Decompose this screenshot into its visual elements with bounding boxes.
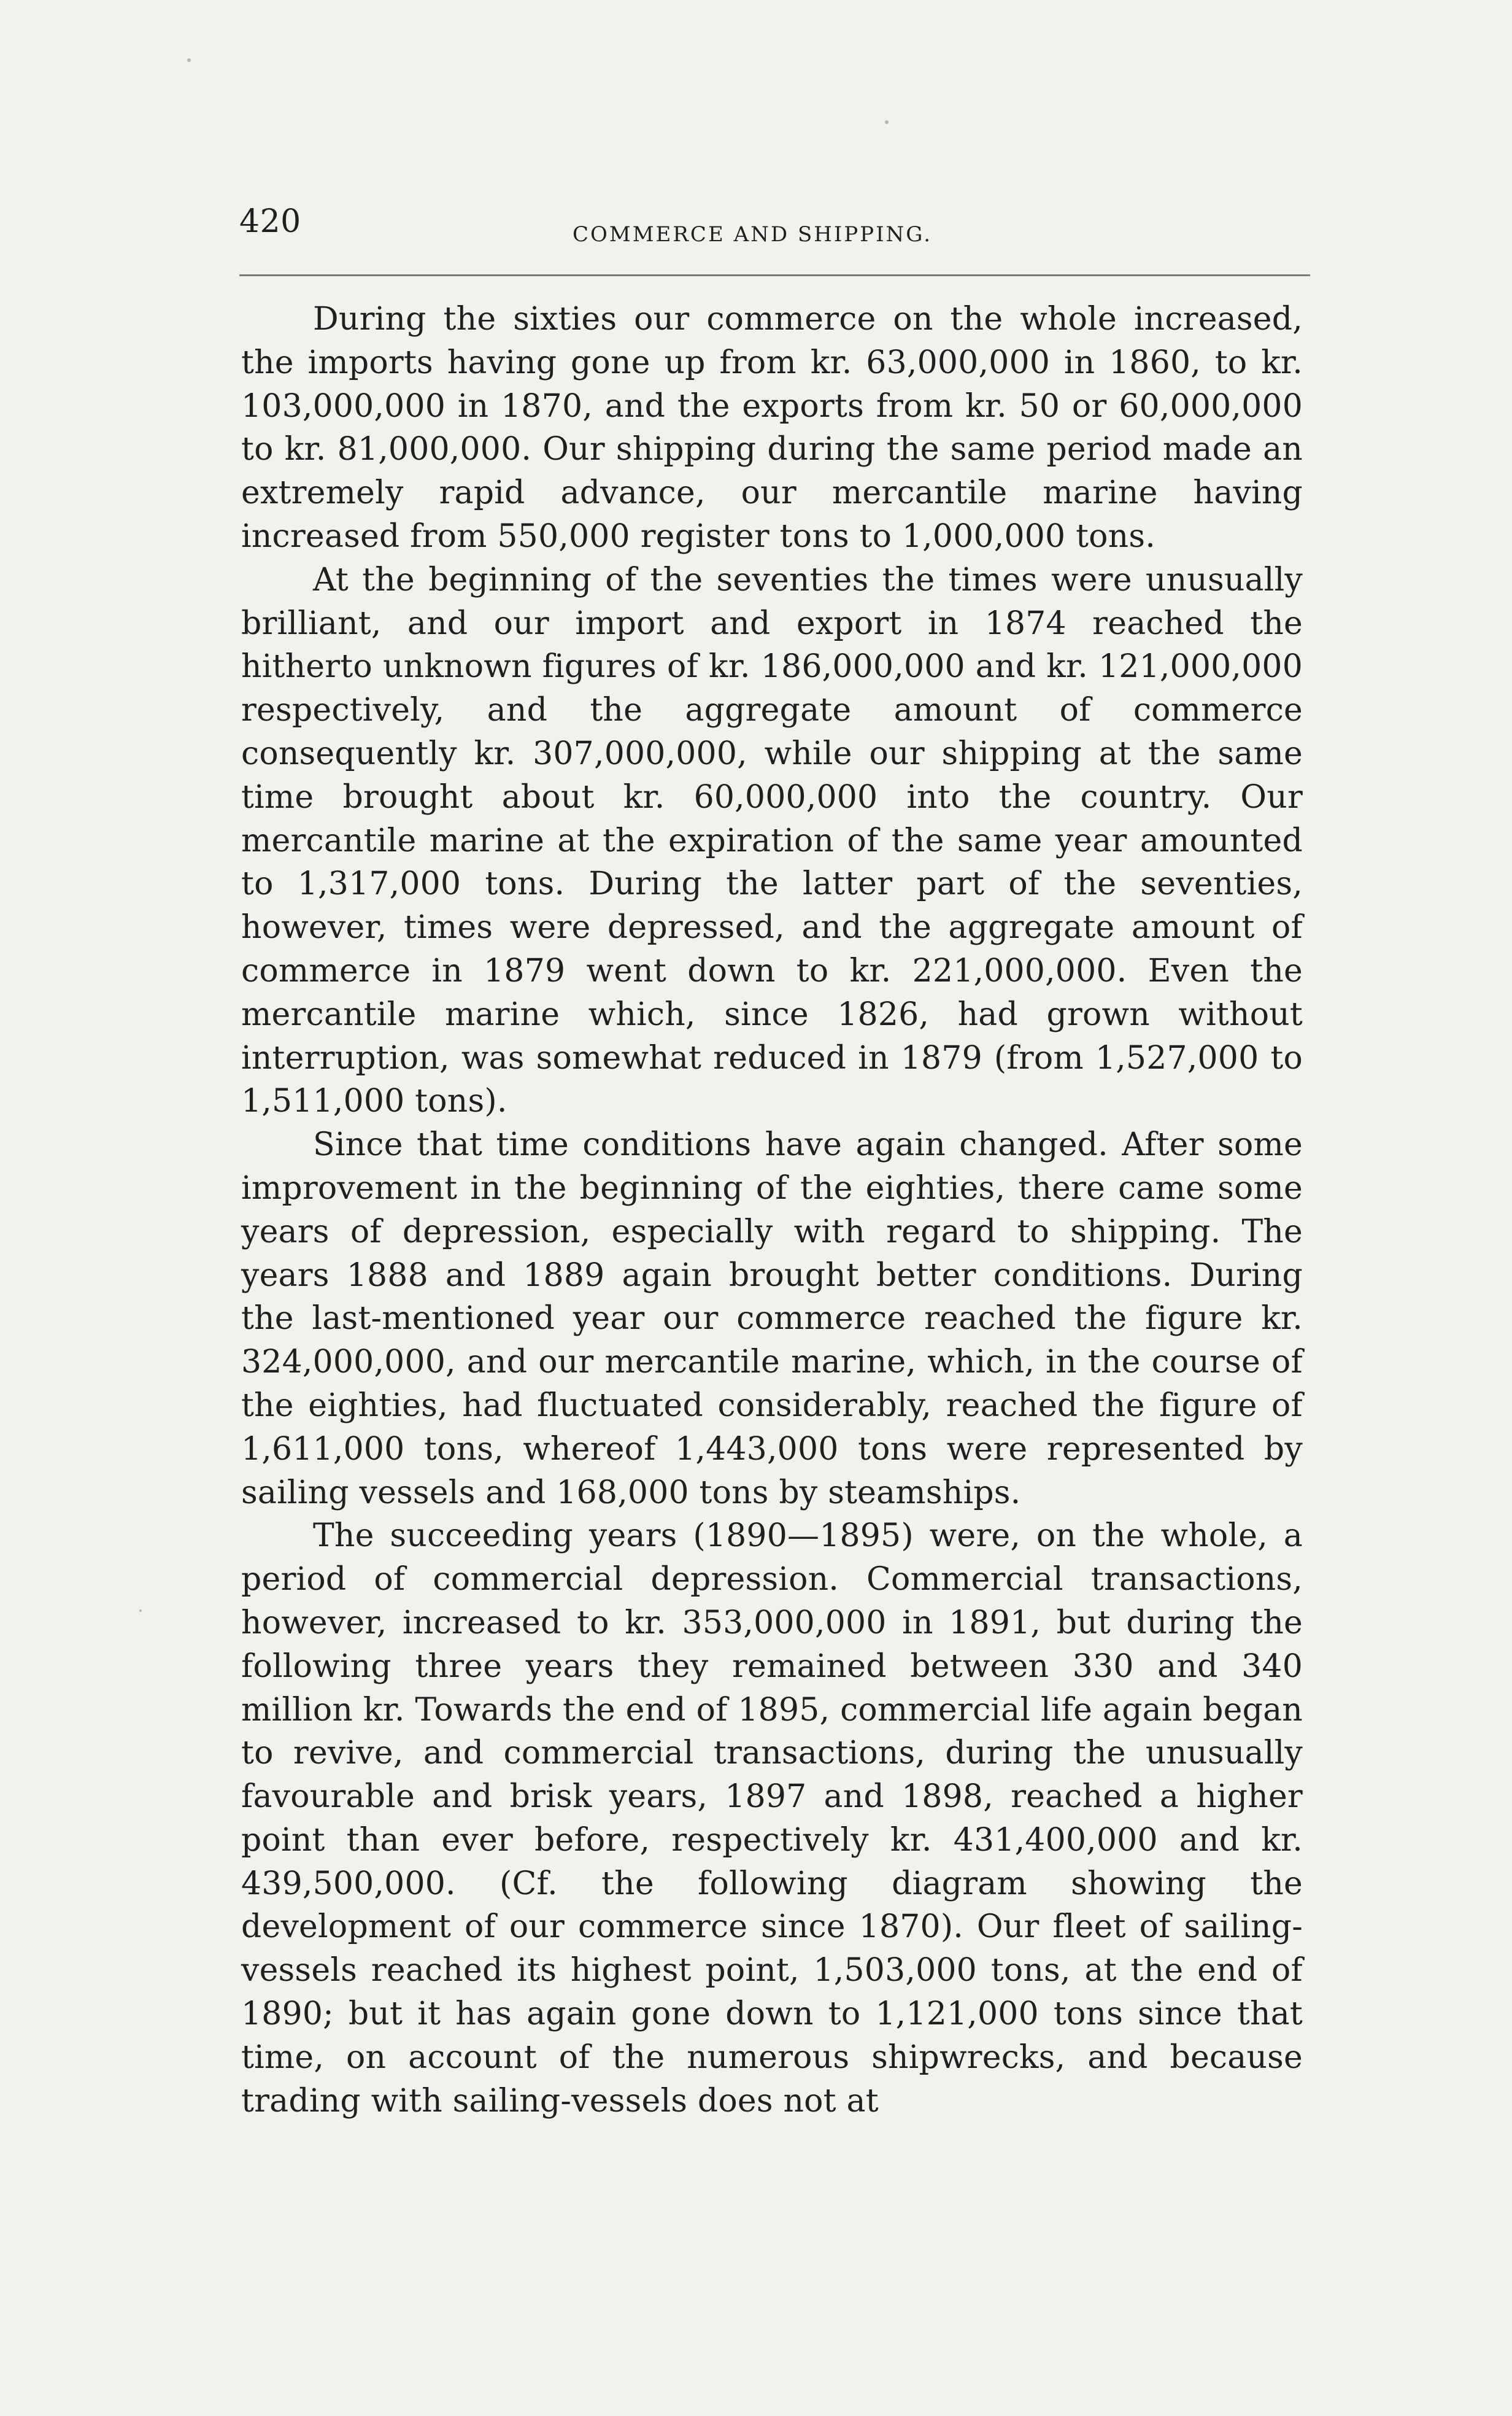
- paragraph-4: The succeeding years (1890—1895) were, on the whole, a period of commercial depression. Commercial transactions, however, increased to kr. 353,000,000 in 1891, but during the following three years they remained between 330 and 340 million kr. Towards the end of 1895, commercial life again began to revive, and commercial transactions, during the unusually favourable and brisk years, 1897 and 1898, reached a higher point than ever before, respectively kr. 431,400,000 and kr. 439,500,000. (Cf. the following diagram showing the development of our commerce since 1870). Our fleet of sailing-vessels reached its highest point, 1,503,000 tons, at the end of 1890; but it has again gone down to 1,121,000 tons since that time, on account of the numerous shipwrecks, and because trading with sailing-vessels does not at: [241, 1517, 1303, 2120]
- paragraph-1: During the sixties our commerce on the whole increased, the imports having gone up from kr. 63,000,000 in 1860, to kr. 103,000,000 in 1870, and the exports from kr. 50 or 60,000,000 to kr. 81,000,000. Our shipping during the same period made an extremely rapid advance, our mercantile marine having increased from 550,000 register tons to 1,000,000 tons.: [241, 301, 1303, 555]
- running-head: COMMERCE AND SHIPPING.: [573, 222, 933, 247]
- page-speck-left: [139, 1609, 142, 1612]
- page-header: [239, 203, 1310, 276]
- page-speck-top-center: [885, 120, 889, 124]
- paragraph-2: At the beginning of the seventies the times were unusually brilliant, and our import and export in 1874 reached the hitherto unknown figures of kr. 186,000,000 and kr. 121,000,000 respectively, and the aggregate amount of commerce consequently kr. 307,000,000, while our shipping at the same time brought about kr. 60,000,000 into the country. Our mercantile marine at the expiration of the same year amounted to 1,317,000 tons. During the latter part of the seventies, however, times were depressed, and the aggregate amount of commerce in 1879 went down to kr. 221,000,000. Even the mercantile marine which, since 1826, had grown without interruption, was somewhat reduced in 1879 (from 1,527,000 to 1,511,000 tons).: [241, 561, 1303, 1120]
- page-number: 420: [239, 203, 301, 240]
- page-speck-top-left: [187, 58, 191, 62]
- body-text: [241, 298, 1303, 2123]
- paragraph-3: Since that time conditions have again changed. After some improvement in the beginning of the eighties, there came some years of depression, especially with regard to shipping. The years 1888 and 1889 again brought better conditions. During the last-mentioned year our commerce reached the figure kr. 324,000,000, and our mercantile marine, which, in the course of the eighties, had fluctuated considerably, reached the figure of 1,611,000 tons, whereof 1,443,000 tons were represented by sailing vessels and 168,000 tons by steamships.: [241, 1126, 1303, 1511]
